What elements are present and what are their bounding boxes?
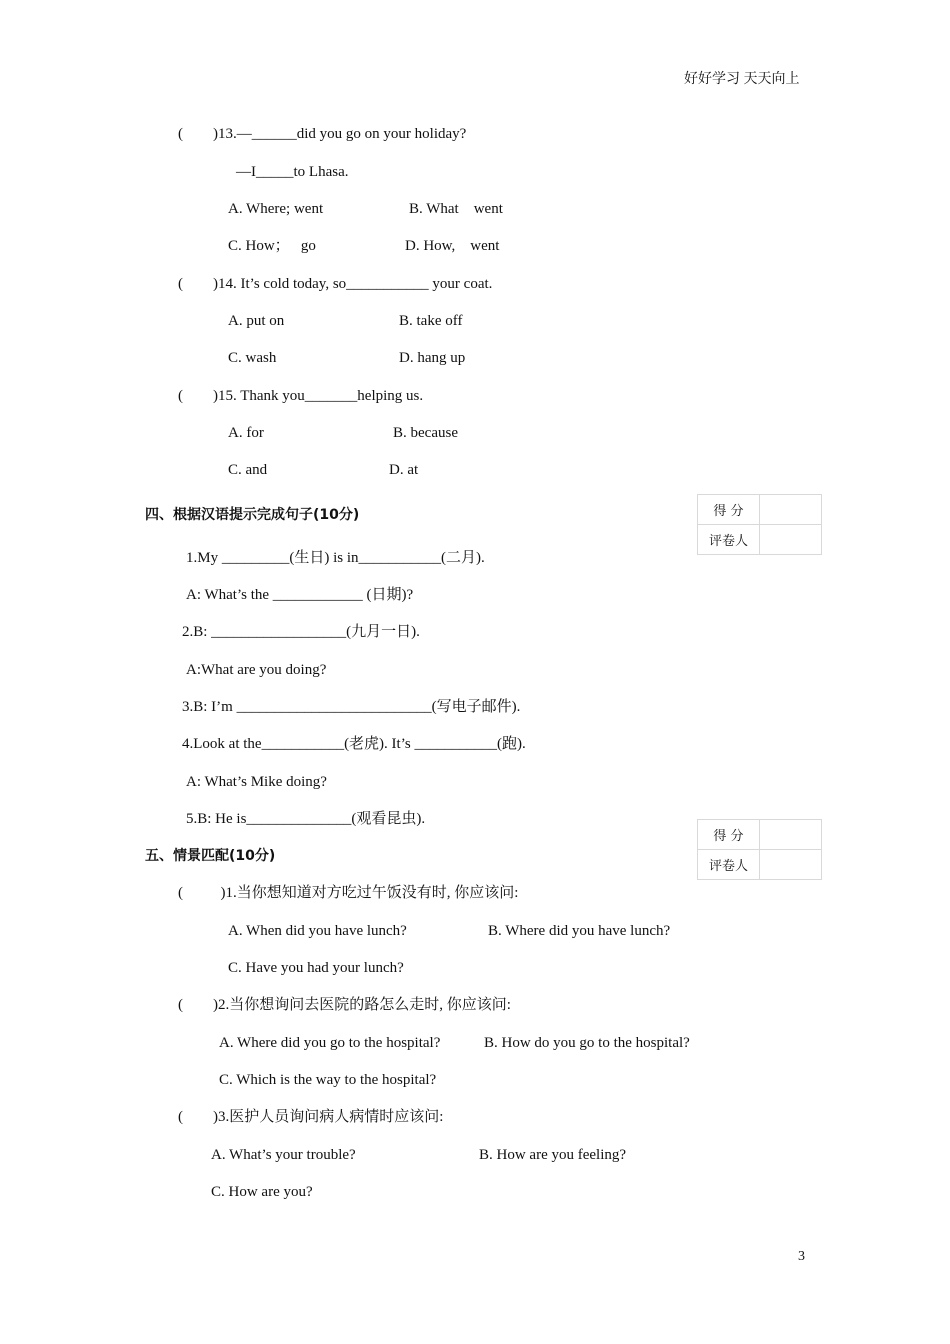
sentence-1: 1.My _________(生日) is in___________(二月).	[186, 550, 485, 566]
score-label: 得 分	[698, 820, 760, 850]
section-5-heading: 五、情景匹配(10分)	[145, 848, 276, 864]
sentence-5: 5.B: He is______________(观看昆虫).	[186, 811, 426, 827]
section-4-heading: 四、根据汉语提示完成句子(10分)	[145, 507, 360, 523]
option-b: B. How do you go to the hospital?	[484, 1035, 690, 1051]
match-question-2: ( )2.当你想询问去医院的路怎么走时, 你应该问:	[178, 997, 511, 1013]
sentence-4: 4.Look at the___________(老虎). It’s ___________(跑).	[182, 736, 526, 752]
option-a: A. What’s your trouble?	[211, 1147, 356, 1163]
option-d: D. How, went	[405, 238, 500, 254]
score-box-section-4	[697, 494, 822, 555]
option-c: C. Which is the way to the hospital?	[219, 1072, 437, 1088]
option-a: A. When did you have lunch?	[228, 923, 407, 939]
grader-field[interactable]	[760, 525, 822, 555]
question-15: ( )15. Thank you_______helping us.	[178, 388, 424, 404]
sentence-a-mike: A: What’s Mike doing?	[186, 774, 327, 790]
grader-label: 评卷人	[698, 525, 760, 555]
option-b: B. Where did you have lunch?	[488, 923, 671, 939]
match-question-3: ( )3.医护人员询问病人病情时应该问:	[178, 1109, 444, 1125]
option-d: D. hang up	[399, 350, 466, 366]
option-c: C. wash	[228, 350, 277, 366]
option-b: B. What went	[409, 201, 503, 217]
sentence-a-date: A: What’s the ____________ (日期)?	[186, 587, 414, 603]
sentence-3: 3.B: I’m __________________________(写电子邮件).	[182, 699, 521, 715]
score-box-section-5	[697, 819, 822, 880]
option-c: C. Have you had your lunch?	[228, 960, 404, 976]
question-13-answer-line: —I_____to Lhasa.	[236, 164, 349, 180]
question-14: ( )14. It’s cold today, so___________ your coat.	[178, 276, 493, 292]
option-d: D. at	[389, 462, 419, 478]
sentence-a-doing: A:What are you doing?	[186, 662, 327, 678]
option-b: B. because	[393, 425, 458, 441]
score-field[interactable]	[760, 820, 822, 850]
grader-field[interactable]	[760, 850, 822, 880]
sentence-2: 2.B: __________________(九月一日).	[182, 624, 420, 640]
page-number: 3	[798, 1249, 805, 1264]
option-b: B. take off	[399, 313, 463, 329]
match-question-1: ( )1.当你想知道对方吃过午饭没有时, 你应该问:	[178, 885, 519, 901]
header-slogan: 好好学习 天天向上	[684, 72, 800, 87]
option-b: B. How are you feeling?	[479, 1147, 627, 1163]
grader-label: 评卷人	[698, 850, 760, 880]
option-c: C. How； go	[228, 238, 316, 254]
option-a: A. Where did you go to the hospital?	[219, 1035, 441, 1051]
score-field[interactable]	[760, 495, 822, 525]
option-a: A. for	[228, 425, 264, 441]
option-a: A. Where; went	[228, 201, 324, 217]
option-c: C. How are you?	[211, 1184, 313, 1200]
score-label: 得 分	[698, 495, 760, 525]
question-13: ( )13.—______did you go on your holiday?	[178, 126, 467, 142]
option-a: A. put on	[228, 313, 285, 329]
option-c: C. and	[228, 462, 268, 478]
